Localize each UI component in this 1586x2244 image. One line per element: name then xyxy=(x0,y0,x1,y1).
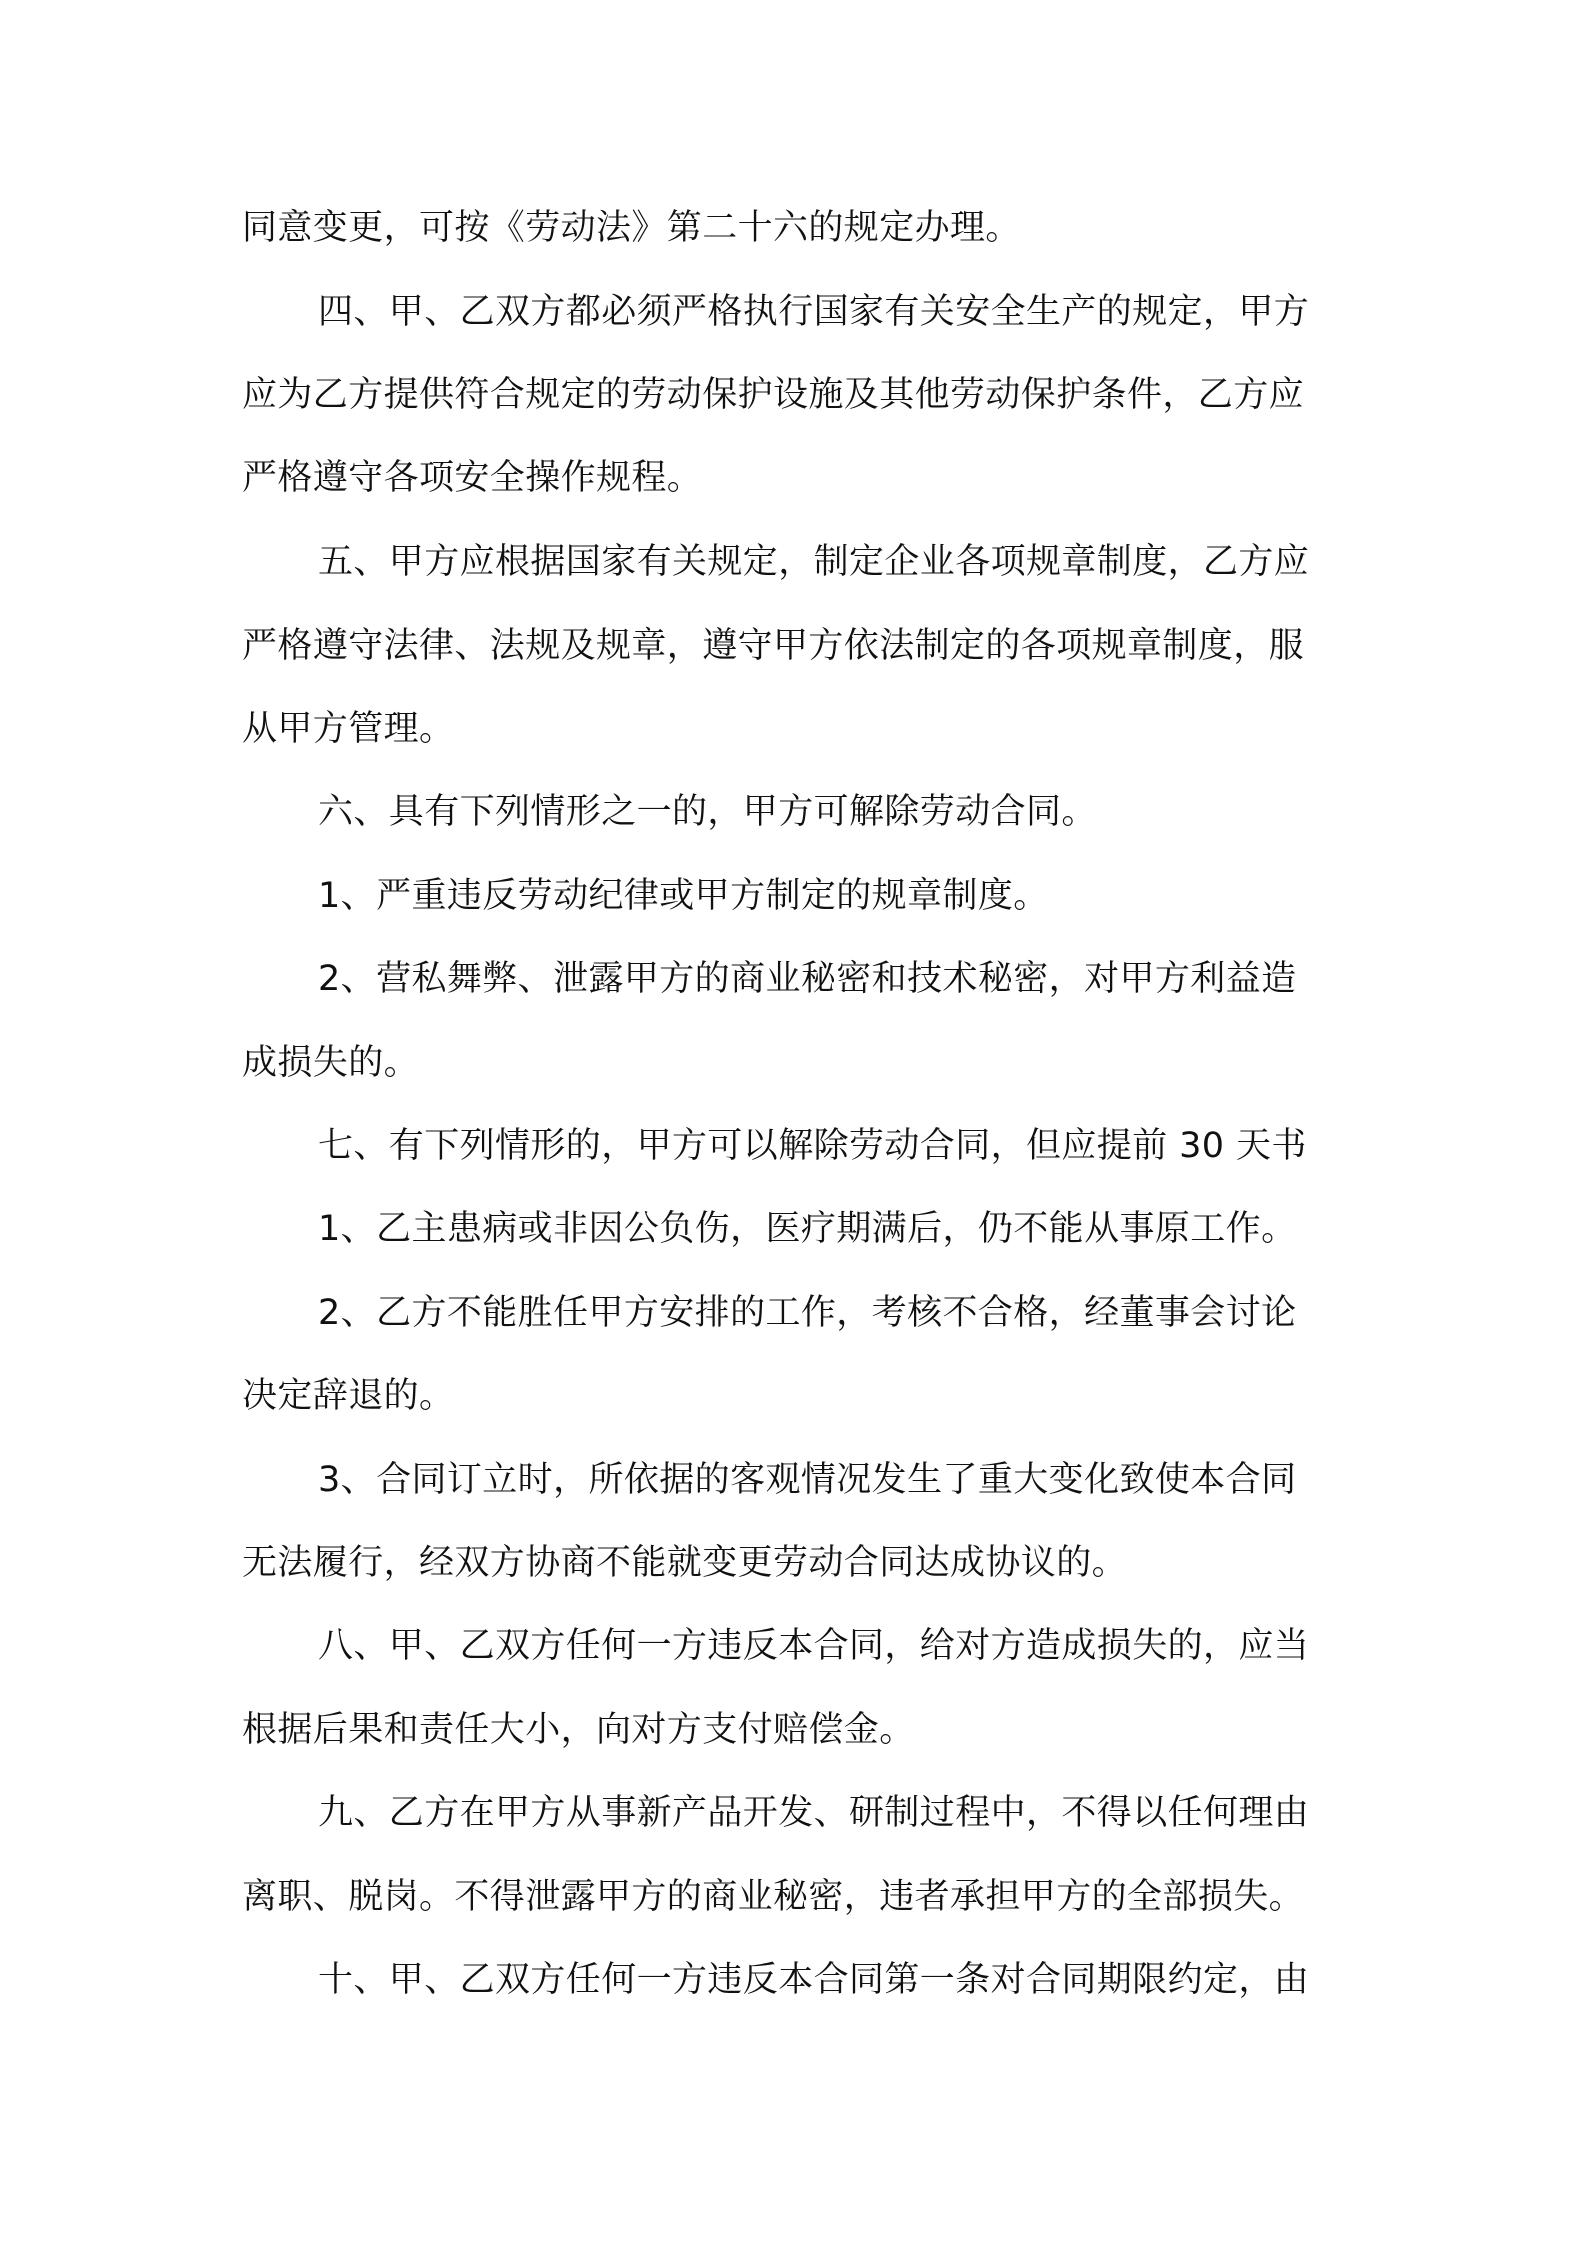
text-line: 从甲方管理。 xyxy=(242,709,455,749)
text-line: 十、甲、乙双方任何一方违反本合同第一条对合同期限约定，由 xyxy=(318,1960,1310,2000)
text-line: 九、乙方在甲方从事新产品开发、研制过程中，不得以任何理由 xyxy=(318,1793,1310,1833)
text-line: 1、严重违反劳动纪律或甲方制定的规章制度。 xyxy=(318,876,1049,916)
text-line: 决定辞退的。 xyxy=(242,1376,455,1416)
text-line: 应为乙方提供符合规定的劳动保护设施及其他劳动保护条件，乙方应 xyxy=(242,375,1305,415)
text-line: 五、甲方应根据国家有关规定，制定企业各项规章制度，乙方应 xyxy=(318,542,1310,582)
text-line: 成损失的。 xyxy=(242,1043,420,1083)
text-line: 离职、脱岗。不得泄露甲方的商业秘密，违者承担甲方的全部损失。 xyxy=(242,1877,1305,1917)
text-line: 同意变更，可按《劳动法》第二十六的规定办理。 xyxy=(242,208,1021,248)
text-line: 四、甲、乙双方都必须严格执行国家有关安全生产的规定，甲方 xyxy=(318,292,1310,332)
text-line: 2、乙方不能胜任甲方安排的工作，考核不合格，经董事会讨论 xyxy=(318,1293,1297,1333)
text-line: 七、有下列情形的，甲方可以解除劳动合同，但应提前 30 天书 xyxy=(318,1126,1307,1166)
text-line: 六、具有下列情形之一的，甲方可解除劳动合同。 xyxy=(318,792,1097,832)
text-line: 严格遵守各项安全操作规程。 xyxy=(242,458,703,498)
text-line: 根据后果和责任大小，向对方支付赔偿金。 xyxy=(242,1710,915,1750)
text-line: 3、合同订立时，所依据的客观情况发生了重大变化致使本合同 xyxy=(318,1460,1297,1500)
text-line: 严格遵守法律、法规及规章，遵守甲方依法制定的各项规章制度，服 xyxy=(242,626,1305,666)
text-line: 1、乙主患病或非因公负伤，医疗期满后，仍不能从事原工作。 xyxy=(318,1209,1297,1249)
text-line: 八、甲、乙双方任何一方违反本合同，给对方造成损失的，应当 xyxy=(318,1626,1310,1666)
text-line: 无法履行，经双方协商不能就变更劳动合同达成协议的。 xyxy=(242,1543,1128,1583)
text-line: 2、营私舞弊、泄露甲方的商业秘密和技术秘密，对甲方利益造 xyxy=(318,959,1297,999)
